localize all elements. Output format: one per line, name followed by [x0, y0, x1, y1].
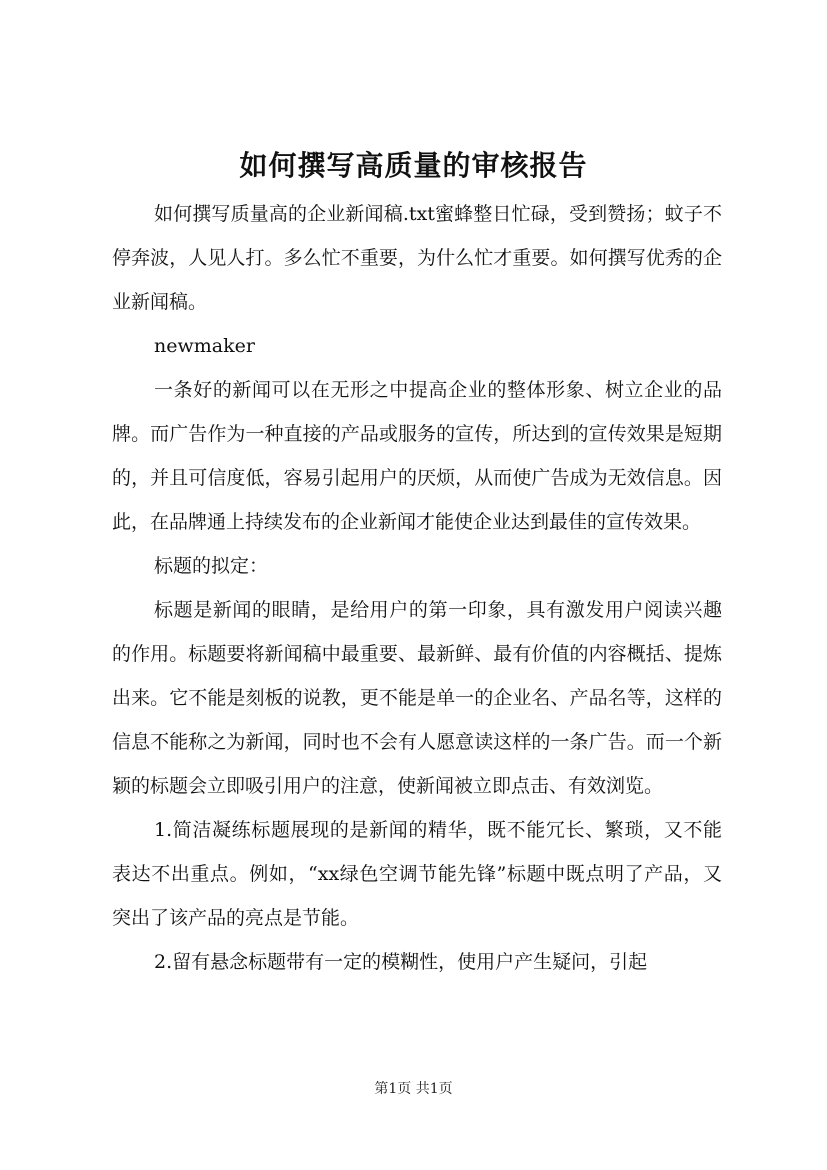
list-item: 2.留有悬念标题带有一定的模糊性，使用户产生疑问，引起 [154, 951, 648, 973]
paragraph: 如何撰写质量高的企业新闻稿.txt蜜蜂整日忙碌，受到赞扬；蚊子不停奔波，人见人打。多么忙不重要，为什么忙才重要。如何撰写优秀的企业新闻稿。 [112, 203, 722, 313]
page-footer: 第1页 共1页 [374, 1081, 453, 1097]
document-body [112, 192, 722, 984]
paragraph: newmaker [154, 335, 255, 357]
section-heading: 标题的拟定： [154, 555, 269, 577]
list-item: 1.简洁凝练标题展现的是新闻的精华，既不能冗长、繁琐，又不能表达不出重点。例如，“xx绿色空调节能先锋”标题中既点明了产品，又突出了该产品的亮点是节能。 [112, 819, 722, 929]
paragraph: 标题是新闻的眼睛，是给用户的第一印象，具有激发用户阅读兴趣的作用。标题要将新闻稿中最重要、最新鲜、最有价值的内容概括、提炼出来。它不能是刻板的说教，更不能是单一的企业名、产品名等，这样的信息不能称之为新闻，同时也不会有人愿意读这样的一条广告。而一个新颖的标题会立即吸引用户的注意，使新闻被立即点击、有效浏览。 [112, 599, 722, 797]
paragraph: 一条好的新闻可以在无形之中提高企业的整体形象、树立企业的品牌。而广告作为一种直接的产品或服务的宣传，所达到的宣传效果是短期的，并且可信度低，容易引起用户的厌烦，从而使广告成为无效信息。因此，在品牌通上持续发布的企业新闻才能使企业达到最佳的宣传效果。 [112, 379, 722, 533]
document-title: 如何撰写高质量的审核报告 [239, 149, 588, 182]
